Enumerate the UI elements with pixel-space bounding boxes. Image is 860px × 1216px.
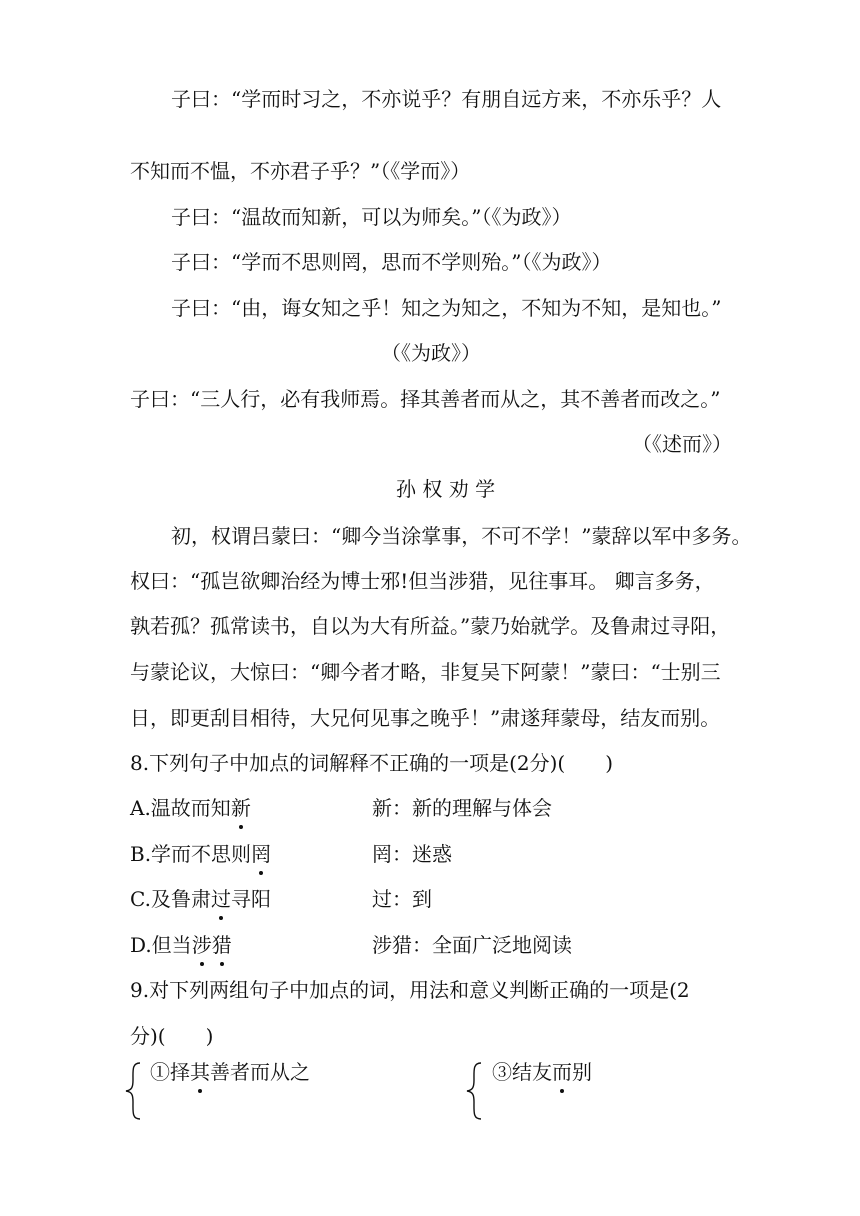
passage-line-3: 孰若孤？孤常读书，自以为大有所益。”蒙乃始就学。及鲁肃过寻阳， bbox=[130, 614, 731, 638]
analects-line-3: 子曰：“温故而知新，可以为师矣。”（《为政》） bbox=[171, 205, 572, 229]
option-d-explanation: 涉猎：全面广泛地阅读 bbox=[372, 933, 572, 957]
option-d-text: D.但当 bbox=[130, 933, 192, 957]
group-2-dotted-char: 而 bbox=[552, 1060, 572, 1084]
right-brace-icon bbox=[465, 1062, 483, 1120]
option-b-text: B.学而不思则 bbox=[130, 842, 252, 866]
option-c-text: C.及鲁肃 bbox=[130, 887, 211, 911]
analects-line-1: 子曰：“学而时习之，不亦说乎？有朋自远方来，不亦乐乎？人 bbox=[171, 87, 722, 111]
option-c-text-end: 寻阳 bbox=[230, 887, 271, 911]
option-d-dotted-char-2: 猎 bbox=[211, 933, 232, 957]
analects-line-7: 子曰：“三人行，必有我师焉。择其善者而从之，其不善者而改之。” bbox=[130, 387, 721, 411]
group-1-text: ①择 bbox=[150, 1060, 190, 1084]
option-b-explanation: 罔：迷惑 bbox=[372, 842, 452, 866]
analects-line-6: （《为政》） bbox=[381, 341, 481, 365]
group-2-text-end: 别 bbox=[572, 1060, 592, 1084]
option-b-dotted-char: 罔 bbox=[251, 842, 272, 866]
passage-line-5: 日，即更刮目相待，大兄何见事之晚乎！”肃遂拜蒙母，结友而别。 bbox=[130, 706, 721, 730]
passage-line-1: 初，权谓吕蒙曰：“卿今当涂掌事，不可不学！”蒙辞以军中多务。 bbox=[171, 524, 752, 548]
option-c-sentence bbox=[130, 889, 271, 909]
option-a-explanation: 新：新的理解与体会 bbox=[372, 796, 552, 820]
option-c-dotted-char: 过 bbox=[210, 887, 231, 911]
passage-line-2: 权曰：“孤岂欲卿治经为博士邪!但当涉猎，见往事耳。 卿言多务， bbox=[130, 569, 715, 593]
analects-line-4: 子曰：“学而不思则罔，思而不学则殆。”（《为政》） bbox=[171, 250, 612, 274]
option-a-text: A.温故而知 bbox=[130, 796, 231, 820]
option-a-dotted-char: 新 bbox=[230, 796, 251, 820]
option-d-dotted-char-1: 涉 bbox=[191, 933, 212, 957]
question-8-stem: 8.下列句子中加点的词解释不正确的一项是(2分)( ) bbox=[130, 751, 614, 775]
analects-line-5: 子曰：“由，诲女知之乎！知之为知之，不知为不知，是知也。” bbox=[171, 296, 722, 320]
option-a-sentence bbox=[130, 798, 251, 818]
left-brace-icon bbox=[124, 1062, 142, 1120]
group-1-dotted-char: 其 bbox=[190, 1060, 210, 1084]
group-1-text-end: 善者而从之 bbox=[210, 1060, 310, 1084]
option-b-sentence bbox=[130, 844, 271, 864]
question-9-stem-line-1: 9.对下列两组句子中加点的词，用法和意义判断正确的一项是(2 bbox=[130, 978, 690, 1002]
group-2-text: ③结友 bbox=[492, 1060, 552, 1084]
group-1-sentence bbox=[150, 1062, 310, 1082]
question-9-stem-line-2: 分)( ) bbox=[130, 1024, 214, 1048]
passage-line-4: 与蒙论议，大惊曰：“卿今者才略，非复吴下阿蒙！”蒙曰：“士别三 bbox=[130, 660, 721, 684]
option-d-sentence bbox=[130, 935, 232, 955]
option-c-explanation: 过：到 bbox=[372, 887, 432, 911]
group-2-sentence bbox=[492, 1062, 592, 1082]
analects-line-2: 不知而不愠，不亦君子乎？”（《学而》） bbox=[130, 159, 471, 183]
analects-line-8: （《述而》） bbox=[632, 432, 732, 456]
passage-title: 孙 权 劝 学 bbox=[396, 477, 496, 501]
